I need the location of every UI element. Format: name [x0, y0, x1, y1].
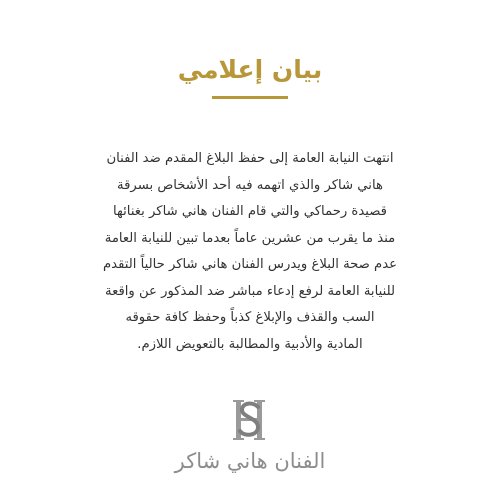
statement-line: منذ ما يقرب من عشرين عاماً بعدما تبين للنيابة العامة [104, 230, 396, 246]
statement-line: للنيابة العامة لرفع إدعاء مباشر ضد المذكور عن واقعة [105, 283, 395, 299]
statement-body [62, 146, 438, 358]
statement-line: المادية والأدبية والمطالبة بالتعويض اللازم. [137, 336, 363, 352]
statement-line: هاني شاكر والذي اتهمه فيه أحد الأشخاص بسرقة [117, 177, 383, 193]
artist-signature: الفنان هاني شاكر [174, 449, 326, 473]
statement-line: السب والقذف والإبلاغ كذباً وحفظ كافة حقوقه [125, 310, 375, 325]
hs-monogram-logo [222, 398, 278, 442]
statement-line: عدم صحة البلاغ ويدرس الفنان هاني شاكر حالياً التقدم [103, 257, 397, 272]
statement-title: بيان إعلامي [177, 55, 323, 84]
statement-line: قصيدة رحماكي والتي قام الفنان هاني شاكر بغنائها [113, 204, 387, 219]
statement-line: انتهت النيابة العامة إلى حفظ البلاغ المقدم ضد الفنان [106, 151, 394, 166]
title-underline [212, 96, 288, 99]
